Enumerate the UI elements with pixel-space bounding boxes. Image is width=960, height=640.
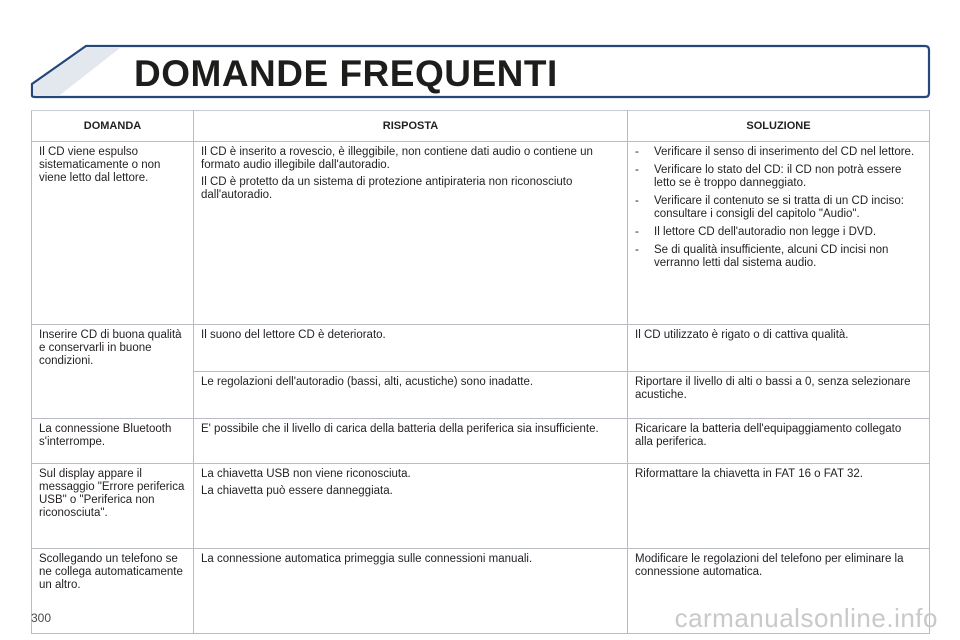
- column-header-soluzione: SOLUZIONE: [628, 111, 930, 142]
- risposta-text: Il suono del lettore CD è deteriorato.: [201, 329, 386, 341]
- list-dash: -: [635, 244, 639, 256]
- list-item: [635, 164, 922, 190]
- domanda-text: Scollegando un telefono se ne collega automaticamente un altro.: [39, 553, 183, 591]
- column-header-domanda: DOMANDA: [32, 111, 194, 142]
- risposta-cell: [194, 372, 628, 419]
- risposta-text: Le regolazioni dell'autoradio (bassi, alti, acustiche) sono inadatte.: [201, 376, 534, 388]
- soluzione-text: Ricaricare la batteria dell'equipaggiamento collegato alla periferica.: [635, 423, 902, 448]
- risposta-text: E' possibile che il livello di carica della batteria della periferica sia insufficiente.: [201, 423, 599, 435]
- risposta-cell: [194, 549, 628, 634]
- domanda-cell: [32, 325, 194, 419]
- page-number: 300: [31, 611, 52, 625]
- soluzione-cell: [628, 419, 930, 464]
- list-item: [635, 146, 922, 159]
- column-header-risposta: RISPOSTA: [194, 111, 628, 142]
- list-item: [635, 195, 922, 221]
- domanda-text: Sul display appare il messaggio "Errore periferica USB" o "Periferica non riconosciuta".: [39, 468, 185, 519]
- domanda-cell: [32, 142, 194, 325]
- soluzione-cell: [628, 372, 930, 419]
- risposta-text: Il CD è protetto da un sistema di protezione antipirateria non riconosciuto dall'autoradio.: [201, 176, 573, 201]
- soluzione-text: Modificare le regolazioni del telefono per eliminare la connessione automatica.: [635, 553, 904, 578]
- risposta-cell: [194, 419, 628, 464]
- soluzione-cell: [628, 464, 930, 549]
- table-row: [32, 464, 930, 549]
- list-item-text: Verificare il contenuto se si tratta di un CD inciso: consultare i consigli del capitolo "Audio".: [654, 195, 904, 220]
- domanda-cell: [32, 419, 194, 464]
- risposta-text: La chiavetta può essere danneggiata.: [201, 485, 393, 497]
- domanda-text: Il CD viene espulso sistematicamente o non viene letto dal lettore.: [39, 146, 161, 184]
- risposta-cell: [194, 464, 628, 549]
- list-dash: -: [635, 195, 639, 207]
- soluzione-cell: [628, 142, 930, 325]
- list-dash: -: [635, 226, 639, 238]
- domanda-text: La connessione Bluetooth s'interrompe.: [39, 423, 172, 448]
- list-dash: -: [635, 146, 639, 158]
- watermark: carmanualsonline.info: [674, 603, 938, 633]
- list-item-text: Il lettore CD dell'autoradio non legge i DVD.: [654, 226, 877, 238]
- page-header: [0, 0, 960, 110]
- list-item-text: Verificare il senso di inserimento del CD nel lettore.: [654, 146, 915, 158]
- risposta-text: La connessione automatica primeggia sulle connessioni manuali.: [201, 553, 533, 565]
- risposta-text: Il CD è inserito a rovescio, è illeggibile, non contiene dati audio o contiene un formato audio illegibile dall'autoradio.: [201, 146, 593, 171]
- soluzione-list: [635, 146, 922, 270]
- list-item-text: Verificare lo stato del CD: il CD non potrà essere letto se è troppo danneggiato.: [654, 164, 902, 189]
- domanda-cell: [32, 464, 194, 549]
- list-dash: -: [635, 164, 639, 176]
- domanda-cell: [32, 549, 194, 634]
- soluzione-cell: [628, 325, 930, 372]
- risposta-cell: [194, 142, 628, 325]
- list-item-text: Se di qualità insufficiente, alcuni CD incisi non verranno letti dal sistema audio.: [654, 244, 889, 269]
- list-item: [635, 226, 922, 239]
- table-row: [32, 419, 930, 464]
- domanda-text: Inserire CD di buona qualità e conservarli in buone condizioni.: [39, 329, 182, 367]
- table-header-row: [32, 111, 930, 142]
- soluzione-text: Riformattare la chiavetta in FAT 16 o FAT 32.: [635, 468, 863, 480]
- risposta-text: La chiavetta USB non viene riconosciuta.: [201, 468, 411, 480]
- risposta-cell: [194, 325, 628, 372]
- soluzione-text: Il CD utilizzato è rigato o di cattiva qualità.: [635, 329, 849, 341]
- table-row: [32, 325, 930, 372]
- faq-table: [31, 110, 930, 634]
- table-row: [32, 142, 930, 325]
- soluzione-text: Riportare il livello di alti o bassi a 0, senza selezionare acustiche.: [635, 376, 911, 401]
- list-item: [635, 244, 922, 270]
- page-title: DOMANDE FREQUENTI: [134, 53, 558, 94]
